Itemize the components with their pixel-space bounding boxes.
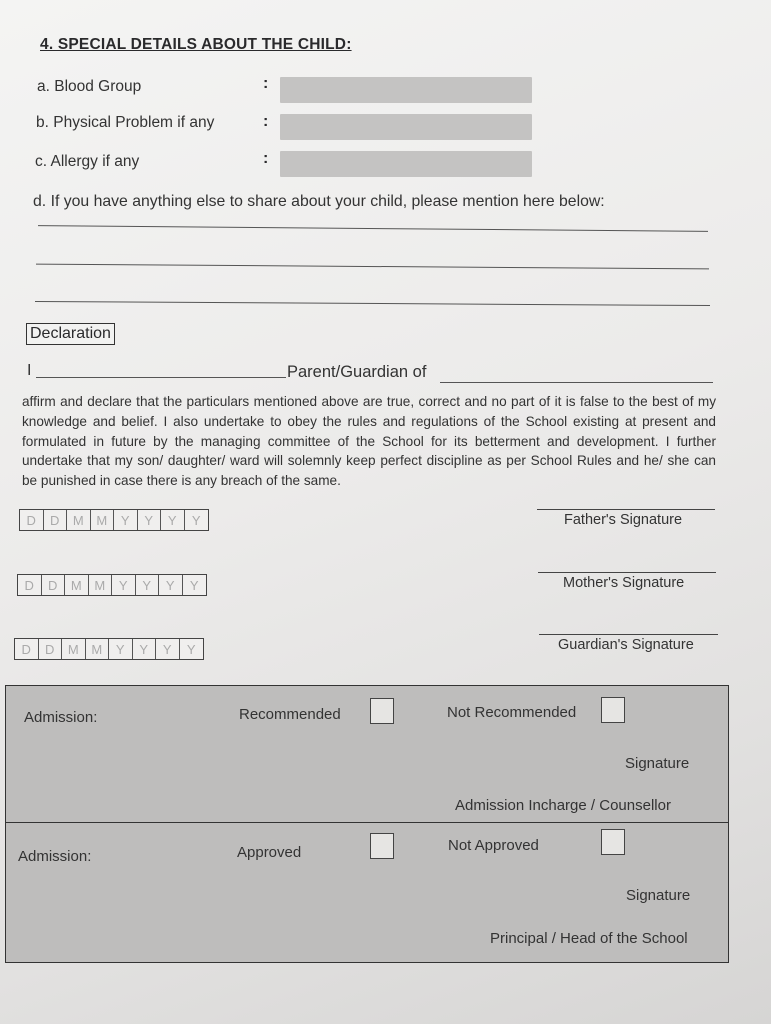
guardian-signature-label: Guardian's Signature [558,637,694,653]
date-cell: Y [191,512,201,528]
not-recommended-checkbox[interactable] [601,697,625,723]
mother-signature-line[interactable] [538,572,716,573]
guardian-date-box[interactable] [14,638,204,660]
date-cell: Y [114,510,138,530]
father-date-box[interactable] [19,509,209,531]
date-cell: Y [161,510,185,530]
date-cell: M [86,639,110,659]
blood-group-label: a. Blood Group [37,78,142,95]
physical-problem-label: b. Physical Problem if any [36,114,215,131]
blood-group-colon: : [263,75,269,92]
date-cell: Y [189,577,199,593]
office-divider [6,822,728,823]
date-cell: Y [159,575,183,595]
date-cell: D [18,575,42,595]
mother-date-box[interactable] [17,574,207,596]
not-recommended-label: Not Recommended [447,704,577,721]
allergy-colon: : [263,150,269,167]
date-cell: Y [156,639,180,659]
date-cell: Y [138,510,162,530]
guardian-signature-line[interactable] [539,634,718,635]
date-cell: M [91,510,115,530]
declaration-i: I [27,362,32,379]
father-signature-line[interactable] [537,509,715,510]
declaration-title: Declaration [26,323,115,345]
date-cell: M [65,575,89,595]
date-cell: D [20,510,44,530]
counsellor-signature-label: Signature [625,755,690,772]
date-cell: Y [136,575,160,595]
date-cell: M [67,510,91,530]
counsellor-label: Admission Incharge / Counsellor [455,797,671,814]
principal-signature-label: Signature [626,887,691,904]
section-heading: 4. SPECIAL DETAILS ABOUT THE CHILD: [40,36,352,53]
share-prompt: d. If you have anything else to share about your child, please mention here below: [33,193,605,210]
allergy-field[interactable] [280,151,532,177]
ward-name-line[interactable] [440,382,713,383]
date-cell: D [44,510,68,530]
date-cell: D [42,575,66,595]
recommended-label: Recommended [239,706,341,723]
date-cell: M [62,639,86,659]
date-cell: Y [109,639,133,659]
declarant-name-line[interactable] [36,377,286,378]
share-line-1[interactable] [38,225,708,232]
parent-guardian-label: Parent/Guardian of [287,363,427,381]
share-line-3[interactable] [35,301,710,306]
date-cell: D [15,639,39,659]
date-cell: D [39,639,63,659]
father-signature-label: Father's Signature [564,512,683,528]
recommended-checkbox[interactable] [370,698,394,724]
not-approved-checkbox[interactable] [601,829,625,855]
principal-label: Principal / Head of the School [490,930,688,947]
admission-label-recommend: Admission: [24,709,98,726]
mother-signature-label: Mother's Signature [563,575,685,591]
date-cell: M [89,575,113,595]
allergy-label: c. Allergy if any [35,153,140,170]
declaration-text: affirm and declare that the particulars mentioned above are true, correct and no part of it is false to the best of my knowledge and belief. I also undertake to obey the rules and regulations of the School existing at present and formulated in future by the managing committee of the School for its betterment and development. I further undertake that my son/ daughter/ ward will solemnly keep perfect discipline as per School Rules and he/ she can be punished in case there is any breach of the same. [22,394,716,489]
office-use-box [5,685,729,963]
physical-problem-colon: : [263,113,269,130]
approved-checkbox[interactable] [370,833,394,859]
admission-label-approve: Admission: [18,848,92,865]
share-line-2[interactable] [36,264,709,270]
approved-label: Approved [237,844,302,861]
date-cell: Y [133,639,157,659]
date-cell: Y [112,575,136,595]
blood-group-field[interactable] [280,77,532,103]
physical-problem-field[interactable] [280,114,532,140]
not-approved-label: Not Approved [448,837,539,854]
date-cell: Y [186,641,196,657]
